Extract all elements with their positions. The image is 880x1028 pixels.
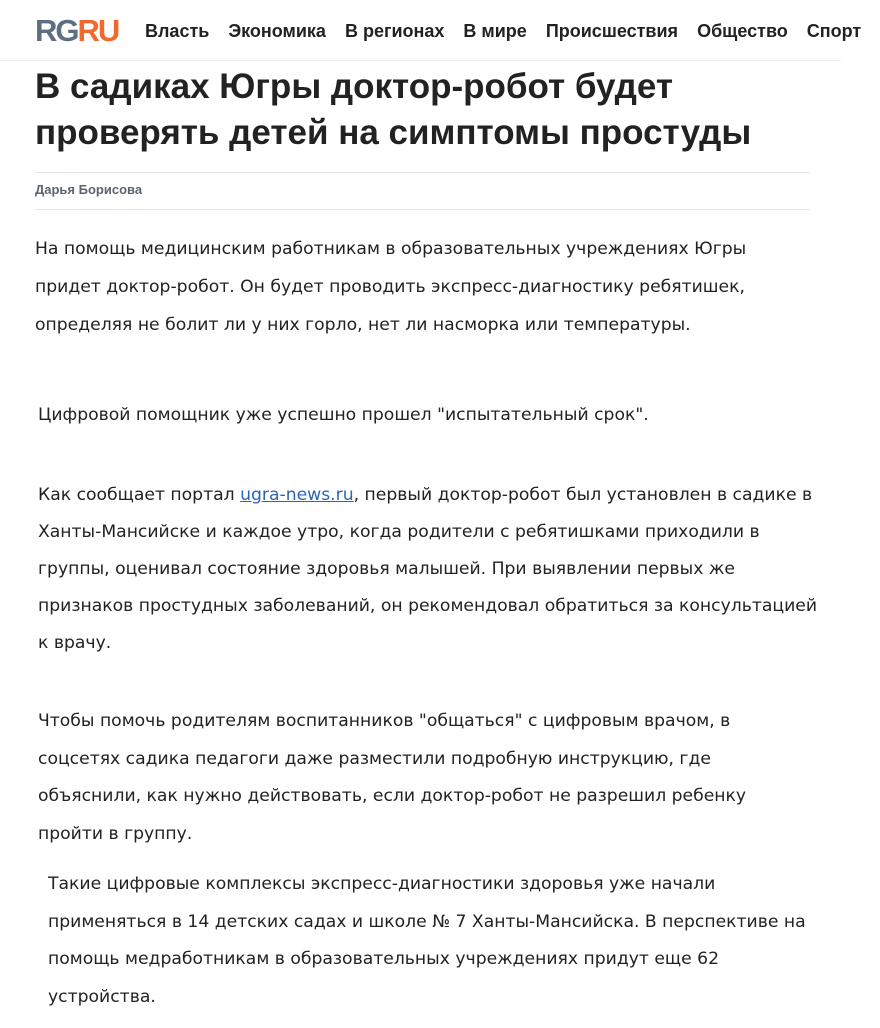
nav-item-power[interactable]: Власть — [145, 21, 210, 41]
logo-ru: RU — [77, 13, 119, 48]
paragraph-3-text-before: Как сообщает портал — [38, 485, 241, 505]
paragraph-3-text-after: , первый доктор-робот был установлен в садике в Ханты-Мансийске и каждое утро, когда родители с ребятишками приходили в группы, оценивал состояние здоровья малышей. При выявлении первых же признаков простудных заболеваний, он рекомендовал обратиться за консультацией к врачу. — [38, 485, 818, 653]
site-logo[interactable] — [35, 14, 118, 48]
nav-item-incidents[interactable]: Происшествия — [545, 21, 679, 41]
article-paragraph-1: На помощь медицинским работникам в образовательных учреждениях Югры придет доктор-робот. Он будет проводить экспресс-диагностику ребятишек, определяя не болит ли у них горло, нет ли насморка или температуры. — [35, 239, 747, 335]
nav-item-society[interactable]: Общество — [697, 21, 788, 41]
nav-item-regions[interactable]: В регионах — [344, 21, 445, 41]
nav-item-economy[interactable]: Экономика — [228, 21, 326, 41]
source-link[interactable]: ugra-news.ru — [240, 485, 354, 505]
nav-item-world[interactable]: В мире — [463, 21, 527, 41]
article-paragraph-4: Чтобы помочь родителям воспитанников "общаться" с цифровым врачом, в соцсетях садика педагоги даже разместили подробную инструкцию, где объяснили, как нужно действовать, если доктор-робот не разрешил ребенку пройти в группу. — [38, 711, 747, 844]
main-nav — [145, 20, 880, 42]
article-title: В садиках Югры доктор-робот будет проверять детей на симптомы простуды — [35, 67, 752, 152]
site-header — [0, 0, 862, 61]
byline — [35, 172, 810, 210]
article-paragraph-2: Цифровой помощник уже успешно прошел "испытательный срок". — [38, 405, 649, 425]
article-paragraph-3 — [38, 477, 828, 662]
nav-item-sport[interactable]: Спорт — [806, 21, 862, 41]
author-link[interactable]: Дарья Борисова — [35, 182, 143, 197]
logo-rg: RG — [35, 13, 78, 48]
article-paragraph-5: Такие цифровые комплексы экспресс-диагностики здоровья уже начали применяться в 14 детских садах и школе № 7 Ханты-Мансийска. В перспективе на помощь медработникам в образовательных учреждениях придут еще 62 устройства. — [48, 874, 806, 1007]
